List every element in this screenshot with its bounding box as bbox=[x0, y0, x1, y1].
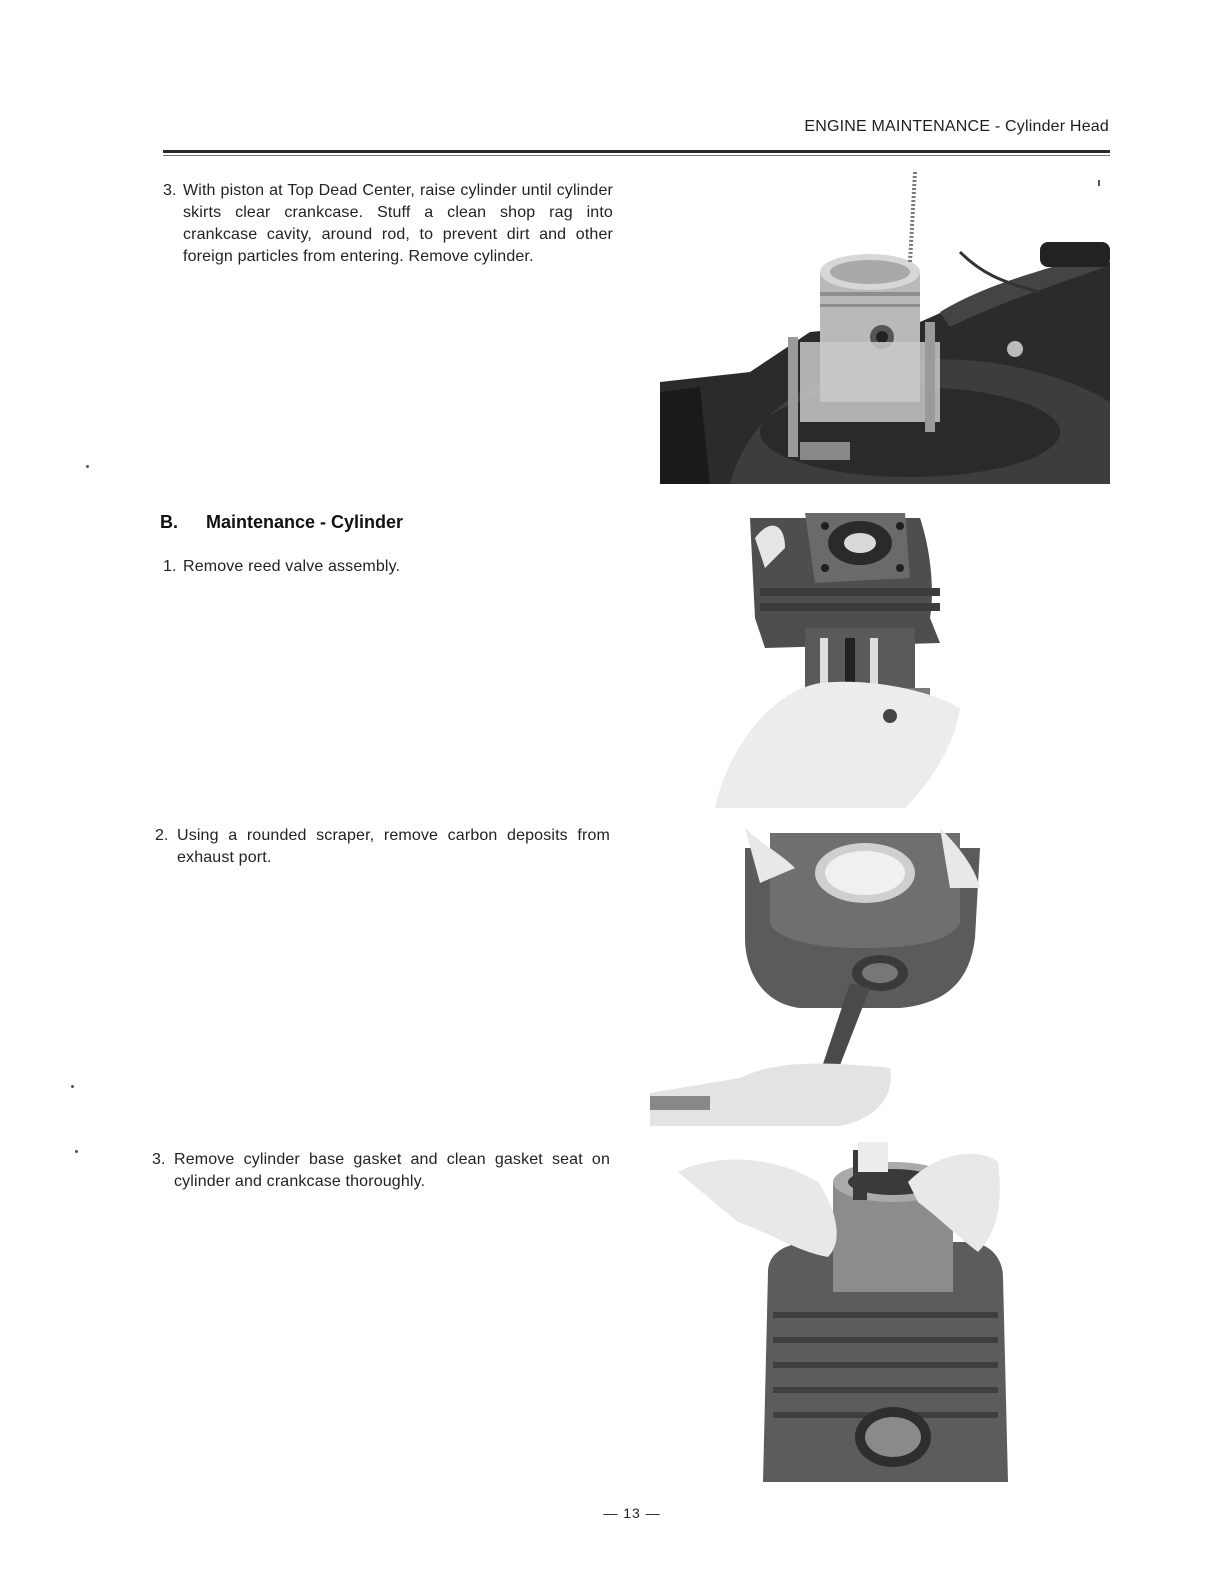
step-number: 3. bbox=[163, 182, 177, 199]
photo-exhaust-scraper bbox=[650, 828, 990, 1126]
section-heading bbox=[160, 512, 403, 533]
step-number: 2. bbox=[155, 827, 169, 844]
photo-piston-crankcase bbox=[660, 172, 1110, 484]
page-header-title: ENGINE MAINTENANCE - Cylinder Head bbox=[804, 118, 1109, 135]
page-number: — 13 — bbox=[603, 1505, 661, 1521]
step-base-gasket bbox=[152, 1149, 610, 1193]
step-carbon-deposits bbox=[155, 825, 610, 869]
photo-reed-valve bbox=[655, 508, 985, 808]
step-reed-valve bbox=[163, 556, 613, 578]
step-number: 1. bbox=[163, 558, 177, 575]
section-letter: B. bbox=[160, 512, 178, 532]
step-number: 3. bbox=[152, 1151, 166, 1168]
step-text: Remove cylinder base gasket and clean gasket seat on cylinder and crankcase thoroughly. bbox=[174, 1151, 610, 1190]
header-rule bbox=[163, 150, 1110, 153]
section-title: Maintenance - Cylinder bbox=[206, 512, 404, 532]
scan-speck bbox=[1098, 180, 1100, 186]
step-text: Remove reed valve assembly. bbox=[183, 558, 401, 575]
step-text: Using a rounded scraper, remove carbon deposits from exhaust port. bbox=[177, 827, 610, 866]
header-rule-thin bbox=[163, 155, 1110, 156]
photo-cylinder-base bbox=[678, 1142, 1008, 1492]
scan-speck bbox=[75, 1150, 78, 1153]
scan-speck bbox=[71, 1085, 74, 1088]
scan-speck bbox=[86, 465, 89, 468]
step-remove-cylinder bbox=[163, 180, 613, 268]
step-text: With piston at Top Dead Center, raise cylinder until cylinder skirts clear crankcase. Stuff a clean shop rag into crankcase cavity, around rod, to prevent dirt and other foreign particles from entering. Remove cylinder. bbox=[183, 182, 613, 265]
